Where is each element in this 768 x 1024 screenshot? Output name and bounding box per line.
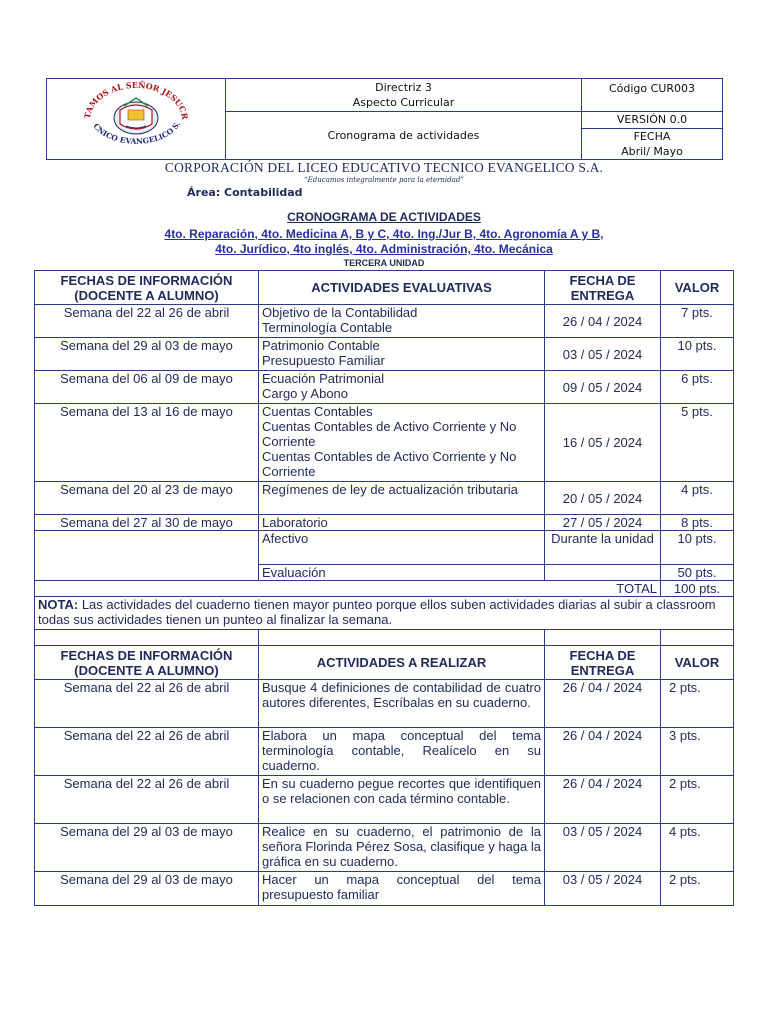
nota-text: Las actividades del cuaderno tienen mayor punteo porque ellos suben actividades diarias al subir a classroom todas sus actividades tienen un punteo al finalizar la semana. <box>38 597 716 627</box>
table2-header-actividades: ACTIVIDADES A REALIZAR <box>259 646 545 680</box>
row-entrega: 03 / 05 / 2024 <box>545 824 661 872</box>
row-valor: 4 pts. <box>661 482 734 515</box>
directriz-label: Directriz 3 <box>375 81 432 94</box>
row-fecha: Semana del 06 al 09 de mayo <box>35 371 259 404</box>
grades-line-1: 4to. Reparación, 4to. Medicina A, B y C, 4to. Ing./Jur B, 4to. Agronomía A y B, <box>164 227 604 241</box>
table-row <box>35 404 734 482</box>
version-fecha-cell <box>582 112 723 160</box>
corporation-name: CORPORACIÓN DEL LICEO EDUCATIVO TECNICO EVANGELICO S.A. <box>164 160 604 175</box>
row-fecha: Semana del 29 al 03 de mayo <box>35 338 259 371</box>
schedule-title: CRONOGRAMA DE ACTIVIDADES <box>287 210 481 224</box>
row-fecha: Semana del 22 al 26 de abril <box>35 680 259 728</box>
row-actividad: Hacer un mapa conceptual del tema presupuesto familiar <box>259 872 545 906</box>
table1-header-valor: VALOR <box>661 271 734 305</box>
table-row <box>35 338 734 371</box>
nota-label: NOTA: <box>38 597 79 612</box>
table-row <box>35 824 734 872</box>
row-valor: 2 pts. <box>661 776 734 824</box>
cronograma-label: Cronograma de actividades <box>327 129 480 142</box>
row-entrega: 26 / 04 / 2024 <box>545 680 661 728</box>
row-fecha-empty <box>35 531 259 581</box>
document-header <box>46 78 723 160</box>
table-row <box>35 531 734 565</box>
spacer-row <box>35 630 734 646</box>
table-row <box>35 776 734 824</box>
codigo-cell <box>582 79 723 112</box>
grades-line-2: 4to. Jurídico, 4to inglés, 4to. Administración, 4to. Mecánica <box>215 242 553 256</box>
row-entrega: 26 / 04 / 2024 <box>545 305 661 338</box>
row-actividad: Cuentas Contables Cuentas Contables de Activo Corriente y No Corriente Cuentas Contables de Activo Corriente y No Corriente <box>259 404 545 482</box>
row-valor: 3 pts. <box>661 728 734 776</box>
table-row <box>35 680 734 728</box>
table1-header-fechas: FECHAS DE INFORMACIÓN (DOCENTE A ALUMNO) <box>35 271 259 305</box>
unit-label: TERCERA UNIDAD <box>343 258 425 268</box>
row-actividad: Realice en su cuaderno, el patrimonio de la señora Florinda Pérez Sosa, clasifique y haga la gráfica en su cuaderno. <box>259 824 545 872</box>
total-row <box>35 581 734 597</box>
area-label: Área: Contabilidad <box>187 186 303 199</box>
row-entrega: 26 / 04 / 2024 <box>545 728 661 776</box>
svg-text:EXALTAMOS AL SEÑOR JESUCRISTO: TAMOS AL SEÑOR JESUCR <box>81 80 191 121</box>
row-fecha: Semana del 29 al 03 de mayo <box>35 872 259 906</box>
row-actividad: Patrimonio Contable Presupuesto Familiar <box>259 338 545 371</box>
row-actividad: Regímenes de ley de actualización tributaria <box>259 482 545 515</box>
cronograma-cell <box>226 112 582 160</box>
row-valor: 2 pts. <box>661 872 734 906</box>
table-row <box>35 515 734 531</box>
table1-header-row <box>35 271 734 305</box>
row-actividad: Ecuación Patrimonial Cargo y Abono <box>259 371 545 404</box>
row-valor: 4 pts. <box>661 824 734 872</box>
table-row <box>35 872 734 906</box>
school-seal-logo <box>70 80 202 154</box>
svg-text:TECNICO EVANGELICO S.A.: CNICO EVANGELICO S. <box>91 120 183 146</box>
codigo-label: Código CUR003 <box>608 82 696 95</box>
nota-row <box>35 597 734 630</box>
table-row <box>35 728 734 776</box>
row-entrega: 20 / 05 / 2024 <box>545 482 661 515</box>
row-valor: 2 pts. <box>661 680 734 728</box>
row-entrega: 03 / 05 / 2024 <box>545 872 661 906</box>
row-entrega: 27 / 05 / 2024 <box>545 515 661 531</box>
row-entrega: 16 / 05 / 2024 <box>545 404 661 482</box>
nota-cell <box>35 597 734 630</box>
row-fecha: Semana del 22 al 26 de abril <box>35 728 259 776</box>
row-actividad: Afectivo <box>259 531 545 565</box>
row-actividad: Objetivo de la Contabilidad Terminología Contable <box>259 305 545 338</box>
total-value: 100 pts. <box>661 581 734 597</box>
logo-cell <box>47 79 226 160</box>
fecha-value: Abril/ Mayo <box>621 145 683 158</box>
row-valor: 10 pts. <box>661 531 734 565</box>
row-entrega: 03 / 05 / 2024 <box>545 338 661 371</box>
row-entrega: 26 / 04 / 2024 <box>545 776 661 824</box>
row-actividad: Evaluación <box>259 565 545 581</box>
table-row <box>35 371 734 404</box>
row-fecha: Semana del 20 al 23 de mayo <box>35 482 259 515</box>
table1-header-actividades: ACTIVIDADES EVALUATIVAS <box>259 271 545 305</box>
row-actividad: En su cuaderno pegue recortes que identifiquen o se relacionen con cada término contable. <box>259 776 545 824</box>
aspecto-label: Aspecto Curricular <box>352 96 455 109</box>
row-actividad: Laboratorio <box>259 515 545 531</box>
row-fecha: Semana del 22 al 26 de abril <box>35 776 259 824</box>
row-valor: 5 pts. <box>661 404 734 482</box>
row-valor: 6 pts. <box>661 371 734 404</box>
row-fecha: Semana del 13 al 16 de mayo <box>35 404 259 482</box>
row-entrega: 09 / 05 / 2024 <box>545 371 661 404</box>
row-actividad: Busque 4 definiciones de contabilidad de cuatro autores diferentes, Escríbalas en su cuaderno. <box>259 680 545 728</box>
schedule-table <box>34 270 734 906</box>
table-row <box>35 305 734 338</box>
table2-header-valor: VALOR <box>661 646 734 680</box>
total-label: TOTAL <box>35 581 661 597</box>
directriz-cell <box>226 79 582 112</box>
row-valor: 10 pts. <box>661 338 734 371</box>
row-entrega: Durante la unidad <box>545 531 661 565</box>
row-valor: 8 pts. <box>661 515 734 531</box>
row-fecha: Semana del 27 al 30 de mayo <box>35 515 259 531</box>
table2-header-fechas: FECHAS DE INFORMACIÓN (DOCENTE A ALUMNO) <box>35 646 259 680</box>
version-label: VERSIÓN 0.0 <box>582 112 722 129</box>
fecha-label: FECHA <box>633 130 671 143</box>
row-fecha: Semana del 22 al 26 de abril <box>35 305 259 338</box>
motto: “Educamos integralmente para la eternidad” <box>304 176 464 184</box>
row-entrega-empty <box>545 565 661 581</box>
table2-header-row <box>35 646 734 680</box>
row-valor: 7 pts. <box>661 305 734 338</box>
table2-header-entrega: FECHA DE ENTREGA <box>545 646 661 680</box>
table-row <box>35 482 734 515</box>
row-valor: 50 pts. <box>661 565 734 581</box>
table1-header-entrega: FECHA DE ENTREGA <box>545 271 661 305</box>
row-actividad: Elabora un mapa conceptual del tema terminología contable, Realícelo en su cuaderno. <box>259 728 545 776</box>
row-fecha: Semana del 29 al 03 de mayo <box>35 824 259 872</box>
